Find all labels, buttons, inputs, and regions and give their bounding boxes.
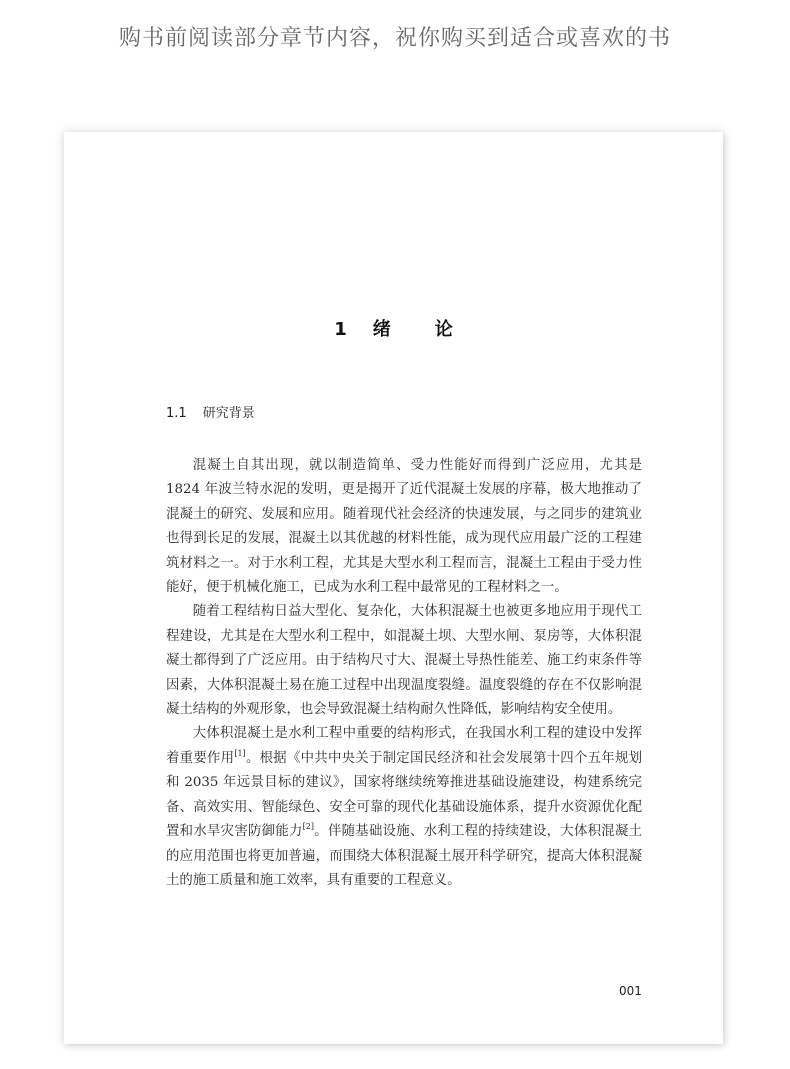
chapter-number: 1 [334, 319, 347, 340]
section-heading [166, 404, 255, 424]
paragraph-3-part-2: 。根据《中共中央关于制定国民经济和社会发展第十四个五年规划和 2035 年远景目标的建议》，国家将继续统筹推进基础设施建设，构建系统完备、高效实用、智能绿色、安全可靠的现代化基础设施体系，提升水资源优化配置和水旱灾害防御能力 [166, 750, 643, 840]
paragraph-2: 随着工程结构日益大型化、复杂化，大体积混凝土也被更多地应用于现代工程建设，尤其是在大型水利工程中，如混凝土坝、大型水闸、泵房等，大体积混凝土都得到了广泛应用。由于结构尺寸大、混凝土导热性能差、施工约束条件等因素，大体积混凝土易在施工过程中出现温度裂缝。温度裂缝的存在不仅影响混凝土结构的外观形象，也会导致混凝土结构耐久性降低，影响结构安全使用。 [166, 604, 642, 718]
paragraph-3-part-1: 大体积混凝土是水利工程中重要的结构形式，在我国水利工程的建设中发挥着重要作用 [166, 726, 642, 766]
preview-banner: 购书前阅读部分章节内容，祝你购买到适合或喜欢的书 [118, 26, 671, 51]
section-number: 1.1 [166, 406, 187, 421]
chapter-title [64, 318, 723, 342]
page-number: 001 [619, 984, 642, 998]
chapter-title-char-1: 绪 [372, 319, 391, 340]
paragraph-3 [166, 722, 642, 893]
paragraph-1: 混凝土自其出现，就以制造简单、受力性能好而得到广泛应用，尤其是 1824 年波兰特水泥的发明，更是揭开了近代混凝土发展的序幕，极大地推动了混凝土的研究、发展和应用。随着现代社会经济的快速发展，与之同步的建筑业也得到长足的发展，混凝土以其优越的材料性能，成为现代应用最广泛的工程建筑材料之一。对于水利工程，尤其是大型水利工程而言，混凝土工程由于受力性能好，便于机械化施工，已成为水利工程中最常见的工程材料之一。 [166, 458, 642, 596]
citation-ref-1: [1] [234, 748, 246, 758]
body-text [166, 454, 642, 893]
paragraph-3-part-3: 。伴随基础设施、水利工程的持续建设，大体积混凝土的应用范围也将更加普遍，而围绕大体积混凝土展开科学研究，提高大体积混凝土的施工质量和施工效率，具有重要的工程意义。 [166, 824, 643, 888]
book-page [64, 132, 723, 1044]
section-title: 研究背景 [202, 406, 255, 421]
citation-ref-2: [2] [302, 822, 315, 832]
chapter-title-char-2: 论 [434, 319, 453, 340]
